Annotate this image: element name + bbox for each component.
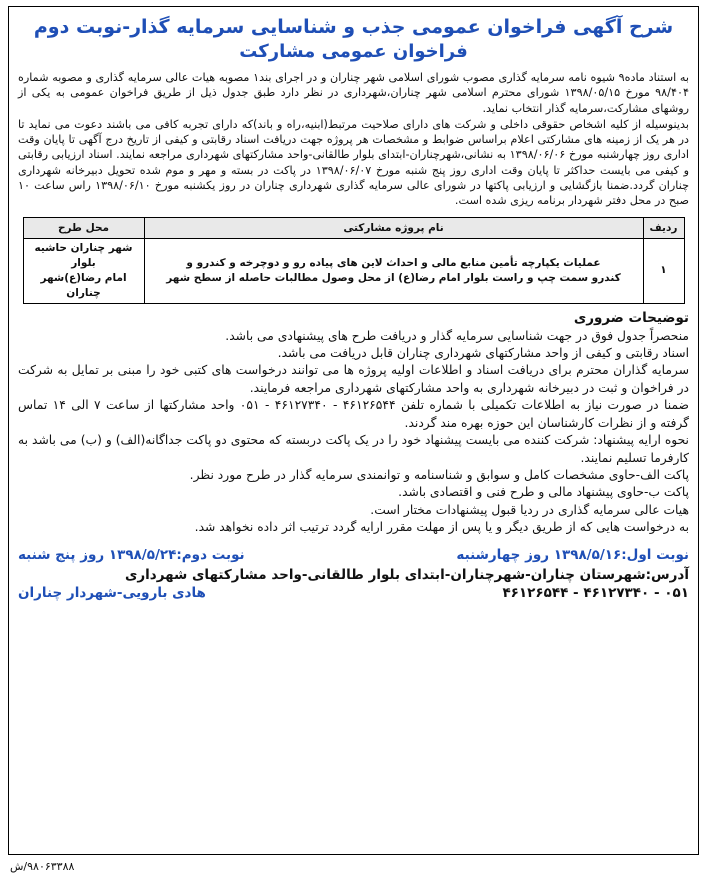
second-turn-date: نوبت دوم:۱۳۹۸/۵/۲۴ روز پنج شنبه <box>18 546 245 563</box>
table-header-row <box>23 217 684 238</box>
notes-list <box>18 328 689 537</box>
note-line: سرمایه گذاران محترم برای دریافت اسناد و اطلاعات اولیه پروژه ها می توانند درخواست های کتبی خود را مبنی بر تمایل به شرکت در فراخوان و ثبت در دبیرخانه شهرداری به واحد مشارکتهای شهرداری مراجعه فرمایند. <box>18 363 689 395</box>
header-project-name: نام پروژه مشارکتی <box>144 217 643 238</box>
note-line: نحوه ارایه پیشنهاد: شرکت کننده می بایست پیشنهاد خود را در یک پاکت دربسته که محتوی دو پاکت جداگانه(الف) و (ب) می باشد به کارفرما تسلیم نمایند. <box>18 433 689 465</box>
note-line: به درخواست هایی که از طریق دیگر و یا پس از مهلت مقرر ارایه گردد ترتیب اثر داده نخواهد شد. <box>194 520 689 535</box>
table-row <box>23 238 684 303</box>
note-line: هیات عالی سرمایه گذاری در ردیا قبول پیشنهادات مختار است. <box>370 502 689 517</box>
project-location-cell <box>23 238 144 303</box>
project-name-line-2: کندرو سمت چپ و راست بلوار امام رضا(ع) از محل وصول مطالبات حاصله از سطح شهر <box>166 271 621 284</box>
intro-paragraph-1: به استناد ماده۹ شیوه نامه سرمایه گذاری مصوب شورای اسلامی شهر چناران و در اجرای بند۱ مصوبه هیات عالی سرمایه گذاری و مصوبه شماره ۹۸/۴۰۴ مورخ ۱۳۹۸/۰۵/۱۵ شورای محترم اسلامی شهر چناران،شهرداری در نظر دارد طبق جدول ذیل از طریق فراخوان عمومی به یکی از روشهای مشارکت،سرمایه گذار انتخاب نماید. <box>18 71 689 115</box>
note-line: پاکت ب-حاوی پیشنهاد مالی و طرح فنی و اقتصادی باشد. <box>398 485 689 500</box>
project-location-line-1: شهر چناران حاشیه بلوار <box>34 241 133 269</box>
publication-turns <box>18 547 689 563</box>
phone-numbers: ۴۶۱۲۶۵۴۴ - ۴۶۱۲۷۳۴۰ - ۰۵۱ <box>502 584 689 601</box>
row-number: ۱ <box>643 238 684 303</box>
project-name-line-1: عملیات یکپارچه تأمین منابع مالی و احداث لاین های پیاده رو و دوچرخه و کندرو و <box>186 256 601 269</box>
header-row-number: ردیف <box>643 217 684 238</box>
intro-paragraph-2: بدینوسیله از کلیه اشخاص حقوقی داخلی و شرکت های دارای صلاحیت مرتبط(ابنیه،راه و باند)که دارای تجربه کافی می باشند دعوت می نماید تا در هر یک از زمینه های مشارکتی اعلام براساس ضوابط و مشخصات هر پروژه جهت دریافت اسناد رقابتی و کیفی از تاریخ درج آگهی تا پایان وقت اداری روز چهارشنبه مورخ ۱۳۹۸/۰۶/۰۶ به نشانی،شهرچناران-ابتدای بلوار طالقانی-واحد مشارکتهای شهرداری مراجعه نمایند. اسناد ارزیابی رقابتی و کیفی می بایست حداکثر تا پایان وقت اداری روز پنج شنبه مورخ ۱۳۹۸/۰۶/۰۷ در پاکت در بسته و مهر و موم شده تحویل دبیرخانه شهرداری چناران گردد.ضمنا بازگشایی و ارزیابی پاکتها در شورای عالی سرمایه گذاری شهرداری چناران در روز یکشنبه مورخ ۱۳۹۸/۰۶/۱۰ راس ساعت ۱۰ صبح در محل دفتر شهردار برنامه ریزی شده است. <box>18 117 690 208</box>
address-line: آدرس:شهرستان چناران-شهرچناران-ابتدای بلوار طالقانی-واحد مشارکتهای شهرداری <box>125 566 689 583</box>
note-line: اسناد رقابتی و کیفی از واحد مشارکتهای شهرداری چناران قابل دریافت می باشد. <box>277 346 689 361</box>
ad-title: شرح آگهی فراخوان عمومی جذب و شناسایی سرمایه گذار-نوبت دوم <box>33 16 674 38</box>
ad-code: ۹۸۰۶۳۳۸۸/ش <box>10 860 75 873</box>
signer-name: هادی بارویی-شهردار چناران <box>18 584 206 601</box>
note-line: پاکت الف-حاوی مشخصات کامل و سوابق و شناسنامه و توانمندی سرمایه گذار در طرح مورد نظر. <box>189 467 689 482</box>
note-line: منحصراً جدول فوق در جهت شناسایی سرمایه گذار و دریافت طرح های پیشنهادی می باشد. <box>225 328 689 343</box>
contact-row <box>18 585 689 601</box>
project-location-line-2: امام رضا(ع)شهر چناران <box>40 271 127 299</box>
intro-text <box>18 70 689 209</box>
header-project-location: محل طرح <box>23 217 144 238</box>
project-name-cell <box>144 238 643 303</box>
first-turn-date: نوبت اول:۱۳۹۸/۵/۱۶ روز چهارشنبه <box>456 546 689 563</box>
notes-heading: توضیحات ضروری <box>573 309 689 326</box>
projects-table <box>23 217 685 304</box>
ad-subtitle: فراخوان عمومی مشارکت <box>239 41 468 62</box>
note-line: ضمنا در صورت نیاز به اطلاعات تکمیلی با شماره تلفن ۴۶۱۲۶۵۴۴ - ۴۶۱۲۷۳۴۰ - ۰۵۱ واحد مشارکتها از ساعت ۷ الی ۱۴ تماس گرفته و از نظرات کارشناسان این حوزه بهره مند گردند. <box>18 398 689 430</box>
